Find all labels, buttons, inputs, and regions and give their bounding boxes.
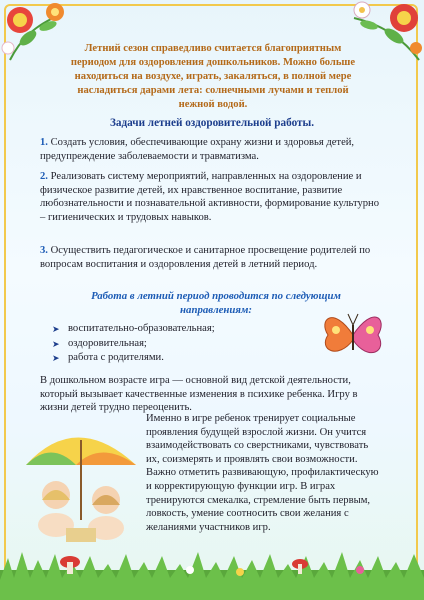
directions-subheading: Работа в летний период проводится по следующим направлениям: [91,290,341,316]
butterfly-icon [318,300,388,370]
list-item [52,351,282,366]
game-intro-paragraph: В дошкольном возрасте игра — основной вид детской деятельности, который вызывает качественные изменения в психике ребенка. Игру в жизни детей трудно переоценить. [40,375,358,414]
task-item-2 [40,170,384,224]
grass-mushrooms-border [0,540,424,600]
task-number: 1. [40,137,48,148]
list-item [52,337,282,352]
task-text: Создать условия, обеспечивающие охрану жизни и здоровья детей, предупреждение заболеваемости и травматизма. [40,137,355,162]
direction-text: работа с родителями. [68,352,164,363]
intro-paragraph: Летний сезон справедливо считается благоприятным периодом для оздоровления дошкольников. Можно больше находиться на воздухе, играть, закаляться, в полной мере насладиться дарами лета: солнечными лучами и теплой нежной водой. [70,43,356,110]
task-item-3 [40,244,384,271]
task-text: Осуществить педагогическое и санитарное просвещение родителей по вопросам воспитания и оздоровления детей в летний период. [40,245,371,270]
direction-text: воспитательно-образовательная; [68,323,215,334]
tasks-heading: Задачи летней оздоровительной работы. [109,117,315,129]
task-item-1 [40,136,384,163]
children-umbrella-illustration [16,410,146,550]
arrow-bullet-icon: ➤ [52,353,60,363]
list-item [52,322,282,337]
directions-list [52,322,282,366]
arrow-bullet-icon: ➤ [52,324,60,334]
direction-text: оздоровительная; [68,337,147,349]
game-paragraph: Именно в игре ребенок тренирует социальные проявления будущей взрослой жизни. Он учится взаимодействовать со сверстниками, чувствовать их, соизмерять и проявлять свои возможности. Важно отметить развивающую, профилактическую и корректирующую функции игр. В играх тренируются смекалка, стремление быть первым, ловкость, умение соотносить свои желания с желаниями участников игр. [146,413,379,533]
task-text: Реализовать систему мероприятий, направленных на оздоровление и физическое развитие детей, их нравственное воспитание, развитие любознательности и познавательной активности, формирование культурно – гигиенических и трудовых навыков. [40,171,380,223]
arrow-bullet-icon: ➤ [52,338,60,349]
task-number: 2. [40,171,48,182]
task-number: 3. [40,245,48,256]
